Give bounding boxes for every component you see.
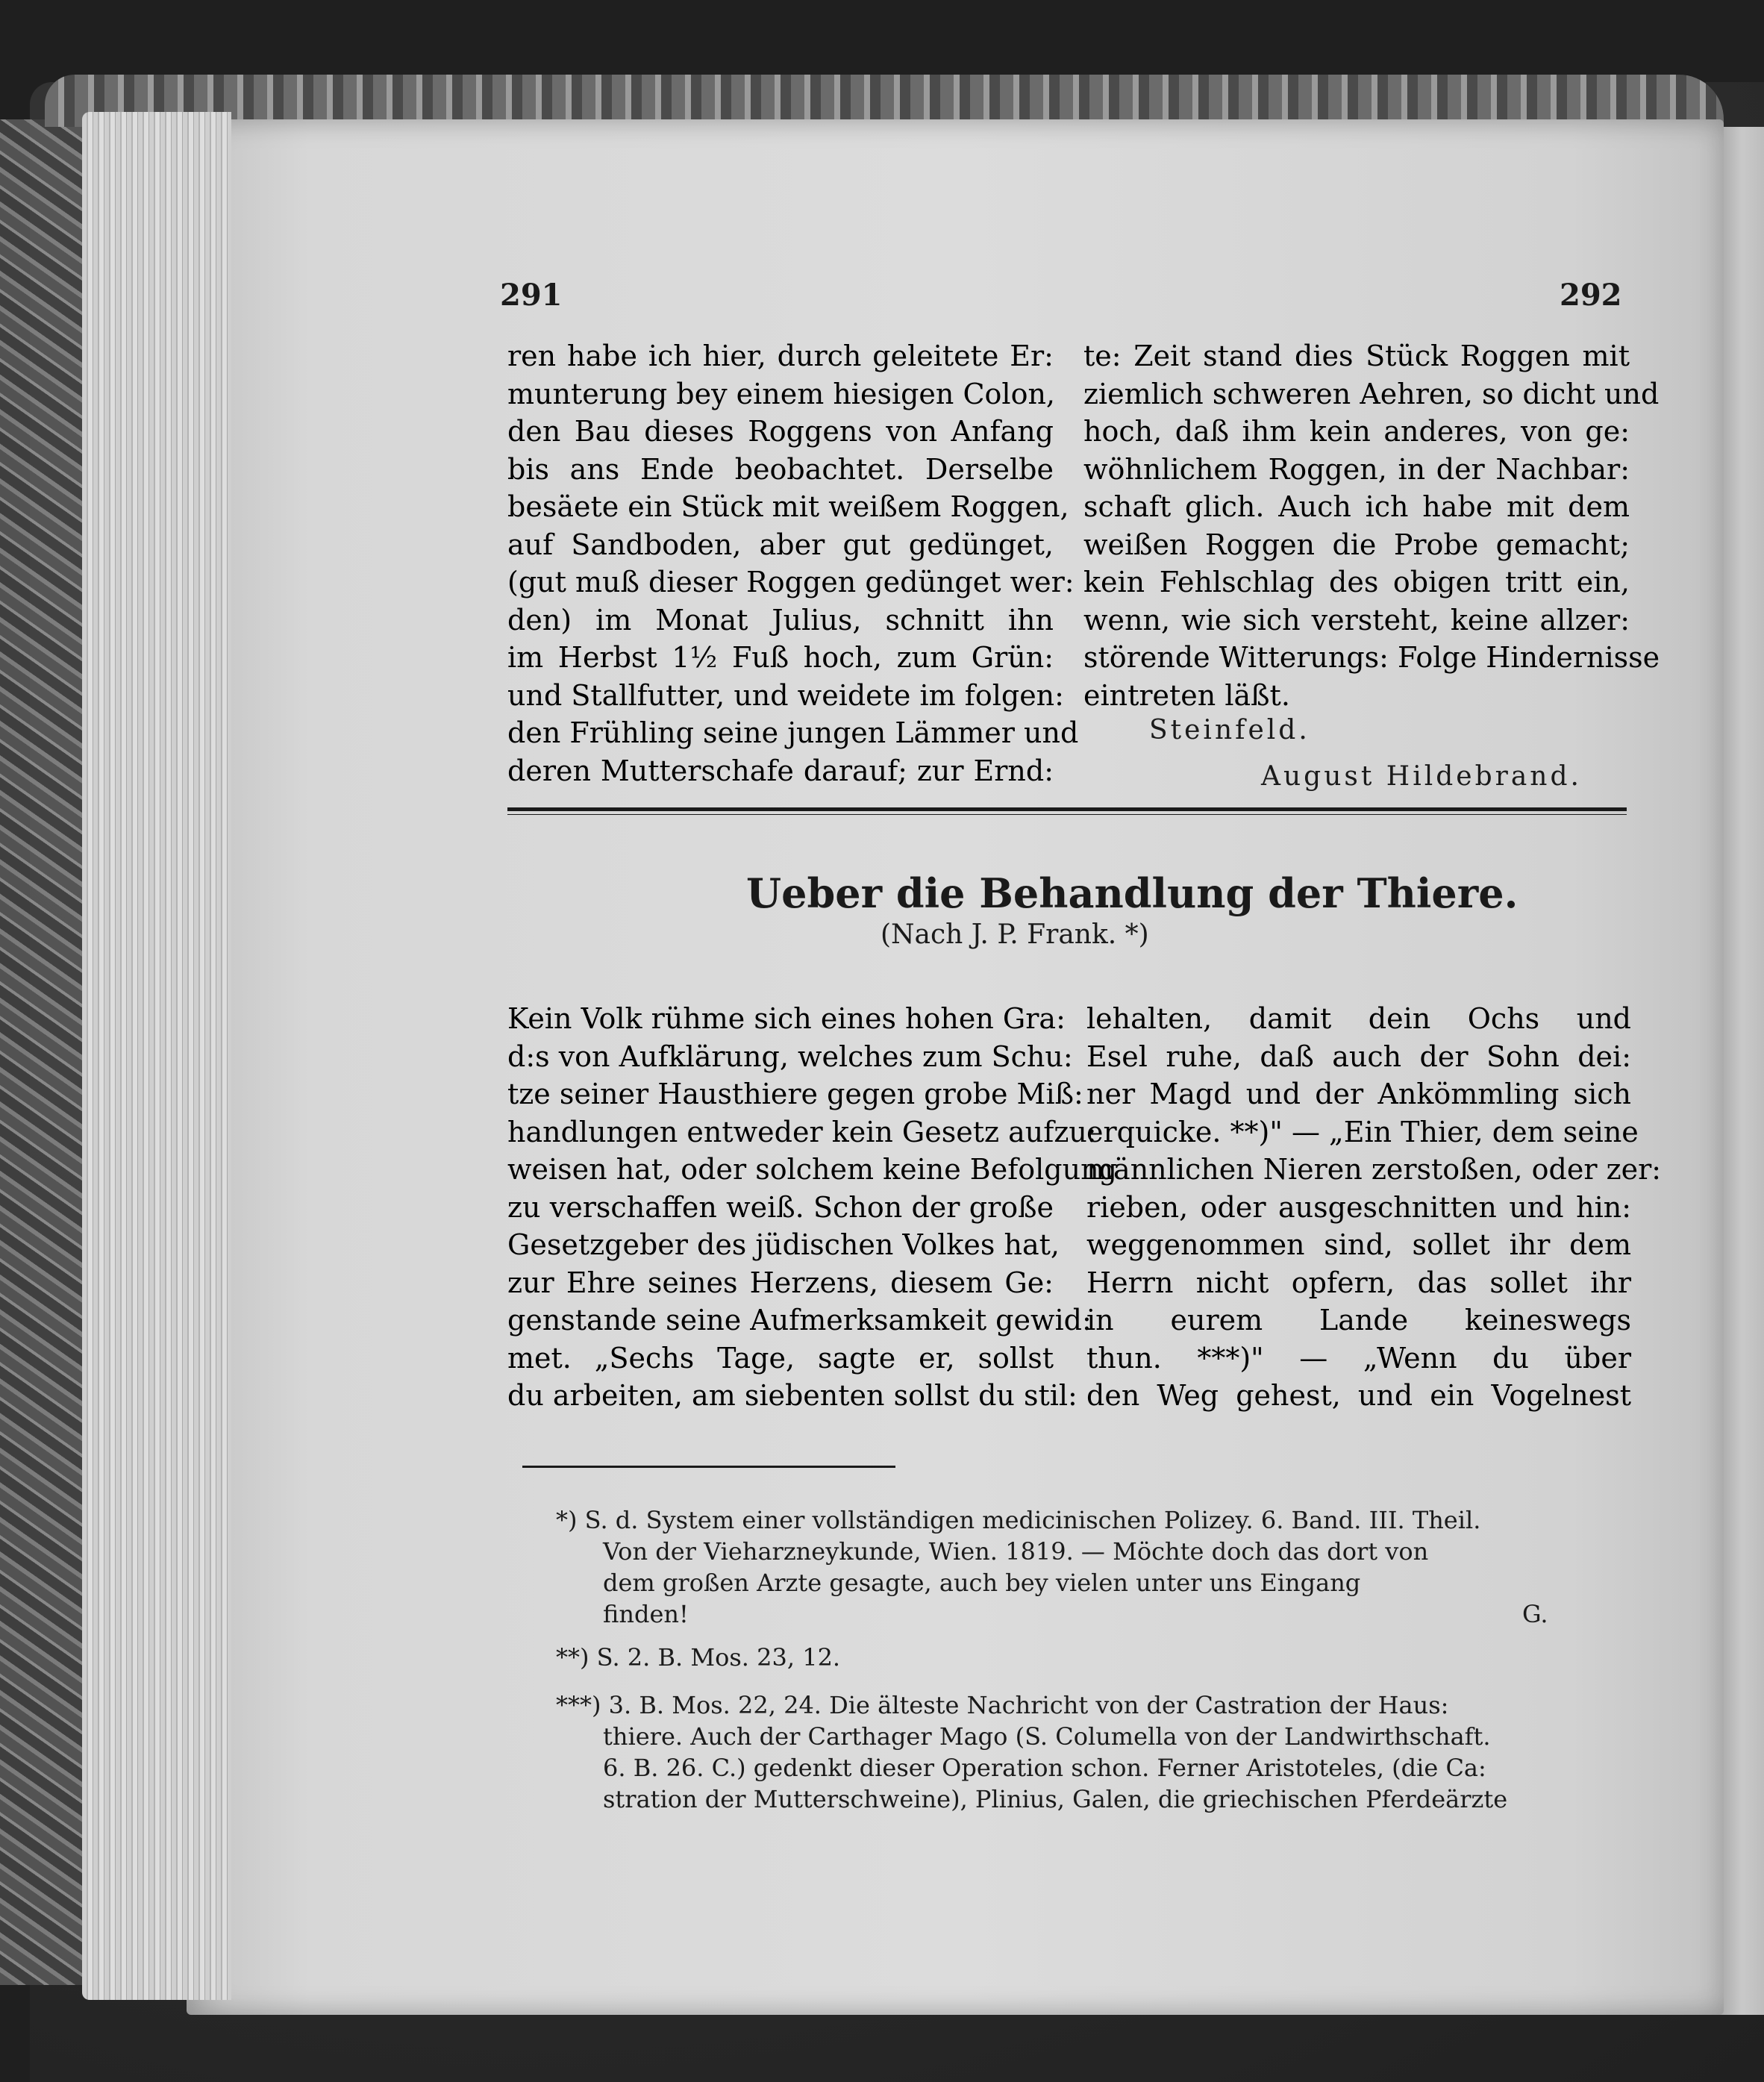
text-line: den Frühling seine jungen Lämmer und	[507, 716, 1079, 749]
text-line: weißen Roggen die Probe gemacht;	[1083, 528, 1630, 561]
text-line: wenn, wie sich versteht, keine allzer:	[1083, 603, 1630, 637]
text-line: te: Zeit stand dies Stück Roggen mit	[1083, 340, 1630, 372]
text-line: weisen hat, oder solchem keine Befolgung	[507, 1153, 1117, 1186]
text-line: störende Witterungs: Folge Hindernisse	[1083, 641, 1660, 674]
text-line: Esel ruhe, daß auch der Sohn dei:	[1086, 1040, 1631, 1073]
marbled-binding	[0, 119, 82, 1985]
text-line: bis ans Ende beobachtet. Derselbe	[507, 452, 1054, 486]
text-line: kein Fehlschlag des obigen tritt ein,	[1083, 566, 1630, 598]
text-line: lehalten, damit dein Ochs und	[1086, 1002, 1631, 1035]
text-line: den Weg gehest, und ein Vogelnest	[1086, 1379, 1631, 1412]
text-line: du arbeiten, am siebenten sollst du stil:	[507, 1379, 1078, 1412]
text-line: schaft glich. Auch ich habe mit dem	[1083, 490, 1630, 523]
text-line: den) im Monat Julius, schnitt ihn	[507, 603, 1054, 637]
text-line: handlungen entweder kein Gesetz aufzu:	[507, 1115, 1097, 1148]
footnote-1-line: *) S. d. System einer vollständigen medicinischen Polizey. 6. Band. III. Theil.	[556, 1506, 1481, 1534]
footnote-3-line: stration der Mutterschweine), Plinius, Galen, die griechischen Pferdeärzte	[603, 1785, 1508, 1813]
text-line: zu verschaffen weiß. Schon der große	[507, 1190, 1054, 1224]
page-block-edges	[82, 112, 231, 2000]
text-line: im Herbst 1½ Fuß hoch, zum Grün:	[507, 641, 1054, 674]
text-line: auf Sandboden, aber gut gedünget,	[507, 528, 1054, 561]
text-line: (gut muß dieser Roggen gedünget wer:	[507, 566, 1075, 598]
text-line: munterung bey einem hiesigen Colon,	[507, 377, 1056, 410]
text-line: d:s von Aufklärung, welches zum Schu:	[507, 1040, 1073, 1073]
footnote-1-line: finden!	[603, 1600, 689, 1628]
footnote-divider	[522, 1466, 895, 1468]
text-line: ner Magd und der Ankömmling sich	[1086, 1078, 1631, 1110]
text-line: besäete ein Stück mit weißem Roggen,	[507, 490, 1069, 523]
text-line: in eurem Lande keineswegs	[1086, 1304, 1631, 1337]
text-line: hoch, daß ihm kein anderes, von ge:	[1083, 415, 1630, 448]
page-number-left: 291	[500, 278, 563, 313]
upper-right-column	[1083, 337, 1660, 714]
article-title: Ueber die Behandlung der Thiere.	[746, 869, 1519, 917]
text-line: met. „Sechs Tage, sagte er, sollst	[507, 1341, 1054, 1375]
footnote-3-line: thiere. Auch der Carthager Mago (S. Columella von der Landwirthschaft.	[603, 1722, 1491, 1751]
article-byline: (Nach J. P. Frank. *)	[881, 919, 1149, 950]
text-line: eintreten läßt.	[1083, 678, 1290, 712]
text-line: genstande seine Aufmerksamkeit gewid:	[507, 1304, 1092, 1337]
text-line: deren Mutterschafe darauf; zur Ernd:	[507, 754, 1054, 787]
text-line: rieben, oder ausgeschnitten und hin:	[1086, 1190, 1631, 1224]
text-line: weggenommen sind, sollet ihr dem	[1086, 1228, 1631, 1261]
text-line: Kein Volk rühme sich eines hohen Gra:	[507, 1002, 1066, 1035]
footnote-2: **) S. 2. B. Mos. 23, 12.	[556, 1643, 841, 1672]
text-line: wöhnlichem Roggen, in der Nachbar:	[1083, 452, 1630, 486]
lower-right-column	[1086, 1000, 1662, 1415]
text-line: männlichen Nieren zerstoßen, oder zer:	[1086, 1153, 1662, 1186]
signature-name: August Hildebrand.	[1261, 761, 1582, 792]
text-line: ren habe ich hier, durch geleitete Er:	[507, 340, 1054, 372]
text-line: thun. ***)" — „Wenn du über	[1086, 1341, 1631, 1375]
section-divider-thin	[507, 814, 1627, 815]
page-number-right: 292	[1560, 278, 1622, 313]
footnote-1-initial: G.	[1522, 1600, 1548, 1628]
footnote-3-line: 6. B. 26. C.) gedenkt dieser Operation schon. Ferner Aristoteles, (die Ca:	[603, 1754, 1486, 1782]
text-line: erquicke. **)" — „Ein Thier, dem seine	[1086, 1115, 1639, 1148]
lower-left-column	[507, 1000, 1117, 1415]
signature-place: Steinfeld.	[1149, 715, 1310, 745]
text-line: und Stallfutter, und weidete im folgen:	[507, 678, 1064, 712]
text-line: den Bau dieses Roggens von Anfang	[507, 415, 1054, 448]
text-line: zur Ehre seines Herzens, diesem Ge:	[507, 1266, 1054, 1299]
text-line: tze seiner Hausthiere gegen grobe Miß:	[507, 1078, 1083, 1110]
text-line: Gesetzgeber des jüdischen Volkes hat,	[507, 1228, 1060, 1261]
upper-left-column	[507, 337, 1079, 790]
footnote-1-line: Von der Vieharzneykunde, Wien. 1819. — Möchte doch das dort von	[603, 1537, 1429, 1566]
footnote-1-line: dem großen Arzte gesagte, auch bey vielen unter uns Eingang	[603, 1569, 1361, 1597]
section-divider	[507, 807, 1627, 811]
text-line: ziemlich schweren Aehren, so dicht und	[1083, 377, 1660, 410]
footnote-3-line: ***) 3. B. Mos. 22, 24. Die älteste Nachricht von der Castration der Haus:	[556, 1691, 1449, 1719]
text-line: Herrn nicht opfern, das sollet ihr	[1086, 1266, 1631, 1299]
